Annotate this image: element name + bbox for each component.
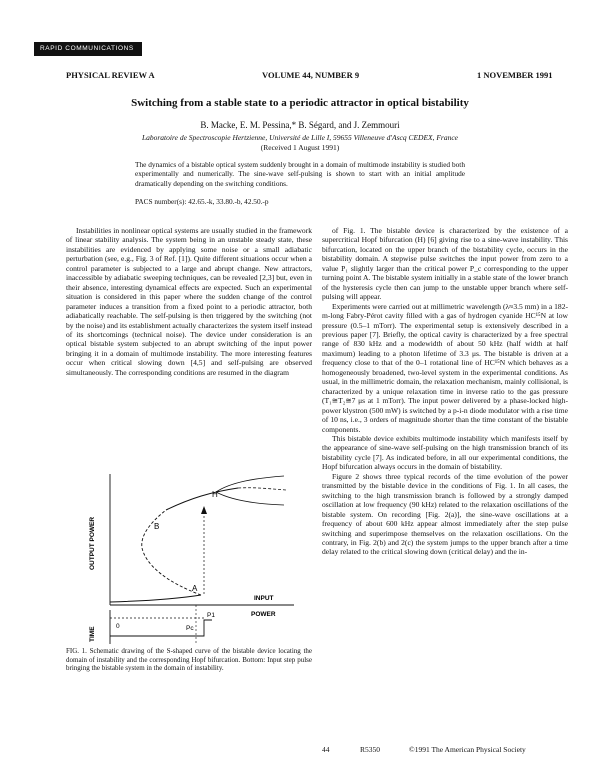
input-step-pulse xyxy=(110,620,212,636)
right-paragraph-4: Figure 2 shows three typical records of the time evolution of the power transmitted by the bistable device in the conditions of Fig. 1. In all cases, the switching to the high transmission branch is followed by a strongly damped oscillation at low frequency (90 kHz) related to the relaxation oscillations of the bistable system. On recording [Fig. 2(a)], the sine-wave oscillations at a frequency of about 600 kHz appear almost immediately after the step pulse switching and superimpose themselves on the relaxation oscillations. On the contrary, in Fig. 2(b) and 2(c) the system jumps to the upper branch after a time delay related to the critical slowing down (critical delay) and the in- xyxy=(322,471,568,557)
jump-up-arrow-icon xyxy=(201,506,207,514)
left-column xyxy=(66,226,312,377)
left-paragraph-1: Instabilities in nonlinear optical systems are usually studied in the framework of linear stability analysis. The system being in an unstable steady state, these instabilities are evidenced by applying some noise or a small adiabatic perturbation (see, e.g., Fig. 3 of Ref. [1]). Quite different situations occur when a control parameter is subjected to a large and abrupt change. New attractors, inaccessible by adiabatic sweeping techniques, can be revealed [2,3] but, even in their absence, interesting dynamical effects are expected. Such an experimental situation is considered in this paper where the sudden change of the control parameter induces a transition from a fixed point to a periodic attractor, both adiabatically reachable. The self-pulsing is then triggered by the switching (not by the noise) and its establishment actually characterizes the system itself instead of its shortcomings (technical noise). The device under consideration is an optical bistable system subjected to an abrupt switching of the input power bringing it in a domain of multimode instability. The more interesting features occur when critical slowing down [4,5] and self-pulsing are observed simultaneously. The corresponding conditions are resumed in the diagram xyxy=(66,226,312,377)
right-paragraph-1: of Fig. 1. The bistable device is characterized by the existence of a supercritical Hopf bifurcation (H) [6] giving rise to a sine-wave instability. This bifurcation, located on the upper branch of the bistability cycle, occurs in the bistability domain. A stepwise pulse switches the input power from zero to a value P₁ slightly larger than the critical power P_c corresponding to the upper turning point A. The bistable system initially in a stable state of the lower branch of the hysteresis cycle then can jump to the unstable upper branch where self-pulsing will appear. xyxy=(322,226,568,302)
label-input: INPUT xyxy=(254,595,274,602)
pacs-numbers: PACS number(s): 42.65.-k, 33.80.-b, 42.50.-p xyxy=(135,197,269,206)
label-zero: 0 xyxy=(116,623,120,630)
label-h: H xyxy=(212,490,218,499)
label-output-power: OUTPUT POWER xyxy=(89,516,96,570)
unstable-upper-branch xyxy=(238,488,286,490)
right-paragraph-2: Experiments were carried out at millimetric wavelength (λ≈3.5 mm) in a 182-m-long Fabry-Pérot cavity filled with a gas of hydrogen cyanide HC¹⁵N at low pressure (0.5–1 mTorr). The experimental setup is extensively described in a previous paper [7]. Briefly, the optical cavity is characterized by a free spectral range of 830 kHz and a modewidth of about 50 kHz (half width at half maximum) leading to a photon lifetime of 3.3 μs. The bistable is driven at a frequency close to that of the 0–1 rotational line of HC¹⁵N which behaves as a homogeneously broadened, two-level system in the experimental conditions. As usual, in the millimetric domain, the relaxation mechanism, mainly collisional, is characterized by a unique relaxation time in inverse ratio to the gas pressure (T₁≅T₂≅7 μs at 1 mTorr). The input power delivered by a phase-locked high-power klystron (500 mW) is switched by a p-i-n diode modulator with a rise time of 10 ns, i.e., 3 orders of magnitude shorter than the time constant of the bistable components. xyxy=(322,301,568,434)
upper-branch-curve xyxy=(166,488,238,510)
oscillation-lower-envelope xyxy=(216,492,284,505)
unstable-middle-branch xyxy=(142,510,201,595)
journal-name: PHYSICAL REVIEW A xyxy=(66,70,155,80)
label-time: TIME xyxy=(89,626,96,642)
label-power: POWER xyxy=(251,611,276,618)
issue-date: 1 NOVEMBER 1991 xyxy=(477,70,553,80)
label-a: A xyxy=(192,584,198,593)
footer-volume: 44 xyxy=(322,745,330,754)
label-b: B xyxy=(154,522,160,531)
label-pc: Pc xyxy=(186,625,194,632)
right-column xyxy=(322,226,568,557)
volume-number: VOLUME 44, NUMBER 9 xyxy=(262,70,360,80)
right-paragraph-3: This bistable device exhibits multimode instability which manifests itself by the appearance of sine-wave self-pulsing on the high transmission branch of its bistability cycle [7]. As indicated before, in all our experimental conditions, the Hopf bifurcation always occurs in the domain of bistability. xyxy=(322,433,568,472)
lower-branch-curve xyxy=(110,595,201,602)
figure-1-caption: FIG. 1. Schematic drawing of the S-shaped curve of the bistable device locating the domain of instability and the corresponding Hopf bifurcation. Bottom: Input step pulse bringing the bistable system in the domain of instability. xyxy=(66,647,312,673)
received-date: (Received 1 August 1991) xyxy=(260,143,340,152)
paper-title: Switching from a stable state to a periodic attractor in optical bistability xyxy=(131,97,469,109)
rapid-communications-banner: RAPID COMMUNICATIONS xyxy=(34,42,142,56)
figure-1-bistability-diagram xyxy=(66,470,312,645)
author-list: B. Macke, E. M. Pessina,* B. Ségard, and J. Zemmouri xyxy=(200,120,400,130)
affiliation: Laboratoire de Spectroscopie Hertzienne, Université de Lille I, 59655 Villeneuve d'Ascq CEDEX, France xyxy=(141,133,459,142)
footer-page-number: R5350 xyxy=(360,745,381,754)
label-p1: P1 xyxy=(207,612,215,619)
footer-copyright: ©1991 The American Physical Society xyxy=(409,745,526,754)
abstract: The dynamics of a bistable optical system suddenly brought in a domain of multimode instability is studied both experimentally and numerically. The sine-wave self-pulsing is shown to start with an initial amplitude dramatically depending on the switching conditions. xyxy=(135,160,465,188)
